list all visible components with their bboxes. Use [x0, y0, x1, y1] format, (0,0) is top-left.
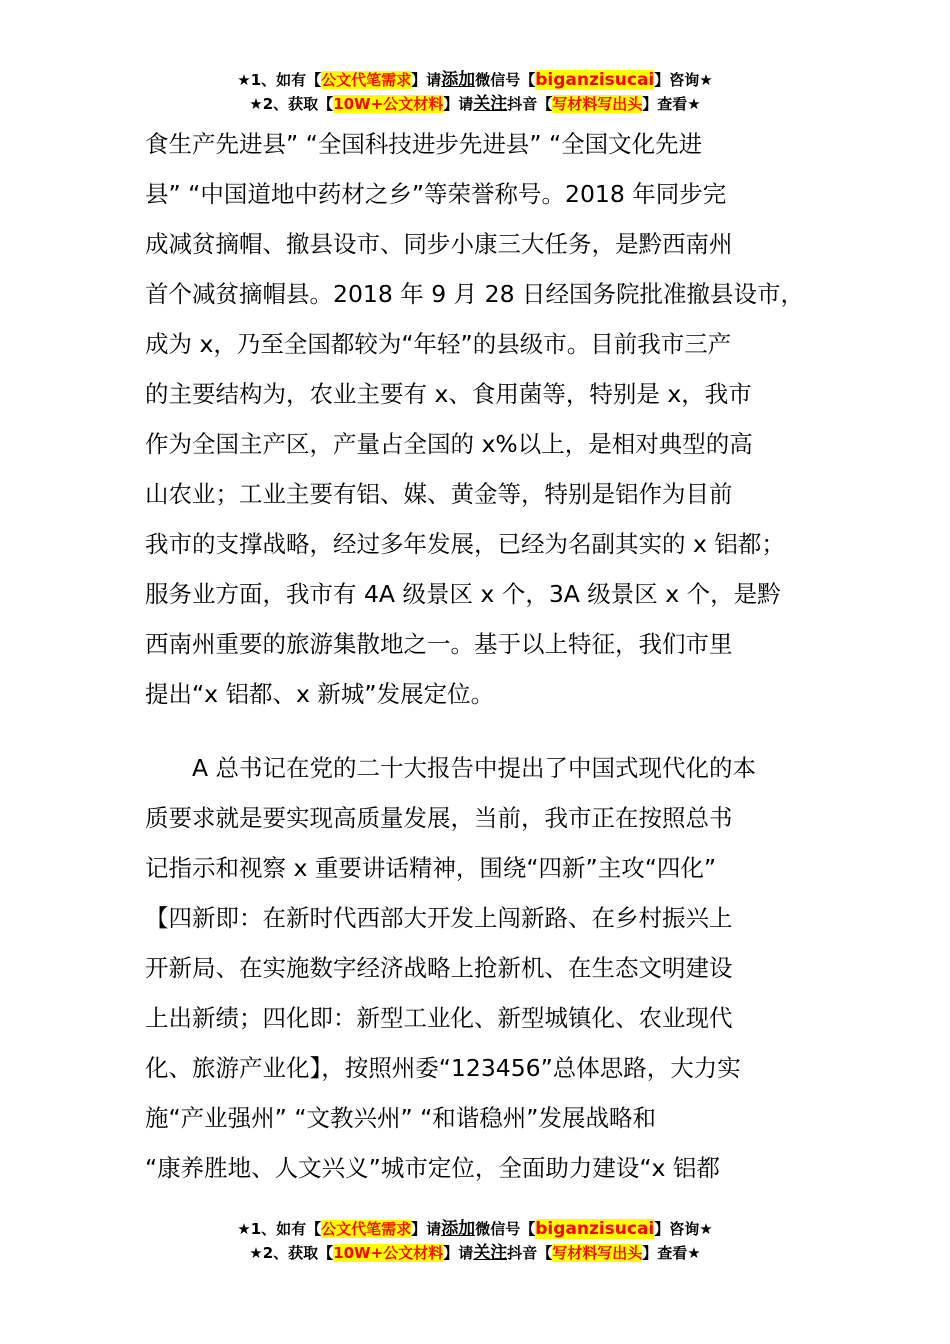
text-line: 上出新绩；四化即：新型工业化、新型城镇化、农业现代	[145, 1004, 733, 1032]
text-line: 【四新即：在新时代西部大开发上闯新路、在乡村振兴上	[145, 904, 733, 932]
text-line: 食生产先进县” “全国科技进步先进县” “全国文化先进	[145, 130, 703, 158]
highlight-materials: 10W+公文材料	[333, 95, 444, 113]
banner-text: 】查看★	[642, 1244, 701, 1262]
text-line: 山农业；工业主要有铝、媒、黄金等，特别是铝作为目前	[145, 480, 733, 508]
text-line: 首个减贫摘帽县。2018 年 9 月 28 日经国务院批准撤县设市，	[145, 280, 805, 308]
text-line: 化、旅游产业化】，按照州委“123456”总体思路，大力实	[145, 1054, 741, 1082]
text-line: 的主要结构为，农业主要有 x、食用菌等，特别是 x，我市	[145, 380, 752, 408]
banner-text: ★2、获取【	[249, 1244, 334, 1262]
banner-text: 】请	[443, 1244, 474, 1262]
banner-line-1	[0, 68, 950, 92]
banner-text: 】咨询★	[654, 71, 713, 89]
text-line: 成减贫摘帽、撤县设市、同步小康三大任务，是黔西南州	[145, 230, 733, 258]
text-line: 记指示和视察 x 重要讲话精神，围绕“四新”主攻“四化”	[145, 854, 717, 882]
underlined-text: 添加	[441, 70, 476, 90]
underlined-text: 关注	[473, 94, 508, 114]
wechat-id: biganzisucai	[535, 70, 655, 90]
banner-text: 】请	[411, 71, 442, 89]
header-banner	[0, 68, 950, 116]
text-line: 提出“x 铝都、x 新城”发展定位。	[145, 680, 495, 708]
highlight-materials: 10W+公文材料	[333, 1244, 444, 1262]
text-line: 成为 x，乃至全国都较为“年轻”的县级市。目前我市三产	[145, 330, 732, 358]
banner-text: 】请	[411, 1220, 442, 1238]
banner-text: 】咨询★	[654, 1220, 713, 1238]
text-line: 作为全国主产区，产量占全国的 x%以上，是相对典型的高	[145, 430, 753, 458]
text-line: A 总书记在党的二十大报告中提出了中国式现代化的本	[192, 754, 757, 782]
text-line: 开新局、在实施数字经济战略上抢新机、在生态文明建设	[145, 954, 733, 982]
footer-banner	[0, 1217, 950, 1265]
banner-text: ★2、获取【	[249, 95, 334, 113]
text-line: 西南州重要的旅游集散地之一。基于以上特征，我们市里	[145, 630, 733, 658]
underlined-text: 关注	[473, 1243, 508, 1263]
banner-text: 】请	[443, 95, 474, 113]
text-line: 施“产业强州” “文教兴州” “和谐稳州”发展战略和	[145, 1104, 656, 1132]
banner-text: 微信号【	[475, 71, 536, 89]
text-line: 县” “中国道地中药材之乡”等荣誉称号。2018 年同步完	[145, 180, 727, 208]
wechat-id: biganzisucai	[535, 1219, 655, 1239]
banner-line-2	[0, 92, 950, 116]
banner-text: 微信号【	[475, 1220, 536, 1238]
underlined-text: 添加	[441, 1219, 476, 1239]
paragraph-1	[145, 119, 815, 719]
text-line: “康养胜地、人文兴义”城市定位，全面助力建设“x 铝都	[145, 1154, 720, 1182]
banner-text: 抖音【	[507, 95, 553, 113]
banner-line-1	[0, 1217, 950, 1241]
banner-text: 】查看★	[642, 95, 701, 113]
text-line: 服务业方面，我市有 4A 级景区 x 个，3A 级景区 x 个，是黔	[145, 580, 781, 608]
text-line: 质要求就是要实现高质量发展，当前，我市正在按照总书	[145, 804, 733, 832]
banner-line-2	[0, 1241, 950, 1265]
highlight-service: 公文代笔需求	[321, 71, 412, 89]
highlight-service: 公文代笔需求	[321, 1220, 412, 1238]
banner-text: 抖音【	[507, 1244, 553, 1262]
douyin-account: 写材料写出头	[552, 1244, 643, 1262]
banner-text: ★1、如有【	[237, 71, 322, 89]
banner-text: ★1、如有【	[237, 1220, 322, 1238]
text-line: 我市的支撑战略，经过多年发展，已经为名副其实的 x 铝都；	[145, 530, 785, 558]
paragraph-2	[145, 743, 815, 1193]
douyin-account: 写材料写出头	[552, 95, 643, 113]
